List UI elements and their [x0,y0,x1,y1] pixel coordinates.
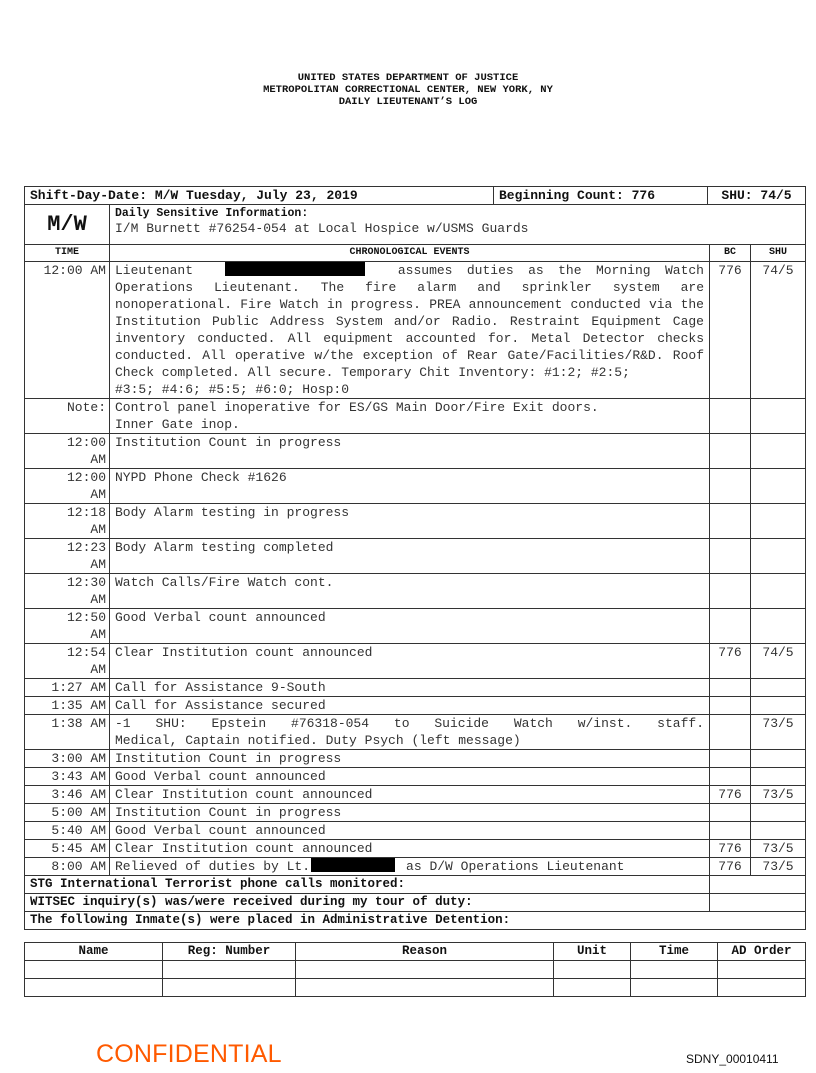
event-time: Note: [25,399,110,434]
event-bc [710,715,751,750]
redaction-box [311,858,395,872]
event-row [25,434,806,469]
ad-intro-row [25,912,806,930]
event-shu: 73/5 [751,715,806,750]
event-bc [710,768,751,786]
ad-cell [554,961,631,979]
event-text: Good Verbal count announced [110,768,710,786]
event-text: Institution Count in progress [110,804,710,822]
ad-cell [718,979,806,997]
event-row [25,262,806,399]
ad-row [25,961,806,979]
event-text: Call for Assistance 9-South [110,679,710,697]
event-shu [751,609,806,644]
event-row [25,768,806,786]
witsec-label: WITSEC inquiry(s) was/were received during my tour of duty: [25,894,710,912]
event-shu: 74/5 [751,644,806,679]
ad-col-ad-order: AD Order [718,943,806,961]
ad-header-row [25,943,806,961]
event-shu [751,822,806,840]
col-events: CHRONOLOGICAL EVENTS [110,245,710,262]
event-text [110,858,710,876]
event-text: Good Verbal count announced [110,609,710,644]
event-text-body [115,262,704,381]
ad-cell [296,961,554,979]
event-row [25,609,806,644]
event-shu [751,469,806,504]
ad-cell [631,961,718,979]
col-bc: BC [710,245,751,262]
event-time: 3:43 AM [25,768,110,786]
event-time-line1: 12:00 [66,435,106,450]
beginning-count: Beginning Count: 776 [494,187,708,205]
bates-number: SDNY_00010411 [686,1052,779,1066]
event-row [25,858,806,876]
event-bc [710,574,751,609]
summary-row [25,187,806,205]
ad-cell [296,979,554,997]
log-title: DAILY LIEUTENANT’S LOG [338,96,478,108]
event-time [25,434,110,469]
event-time-line2: AM [90,557,106,572]
ad-col-unit: Unit [554,943,631,961]
dsi-label: Daily Sensitive Information: [115,207,309,220]
event-bc [710,822,751,840]
event-text-start: Relieved of duties by Lt. [115,859,311,874]
event-text: Clear Institution count announced [110,840,710,858]
event-row [25,469,806,504]
event-bc: 776 [710,262,751,399]
dsi-row [25,205,806,245]
event-time-line1: 12:18 [66,505,106,520]
event-text-rest: as D/W Operations Lieutenant [406,859,625,874]
event-text: Body Alarm testing completed [110,539,710,574]
ad-cell [163,979,296,997]
shu-count: SHU: 74/5 [708,187,806,205]
event-bc: 776 [710,644,751,679]
event-bc: 776 [710,840,751,858]
event-time: 12:00 AM [25,262,110,399]
ad-cell [631,979,718,997]
redaction-box [225,262,365,276]
event-row [25,399,806,434]
event-shu [751,750,806,768]
event-time-line2: AM [90,592,106,607]
event-text: Institution Count in progress [110,434,710,469]
event-shu: 73/5 [751,786,806,804]
summary-table [24,186,806,245]
agency-title: UNITED STATES DEPARTMENT OF JUSTICE [297,72,519,84]
event-time-line2: AM [90,522,106,537]
event-row [25,840,806,858]
event-bc [710,504,751,539]
stg-label: STG International Terrorist phone calls monitored: [25,876,710,894]
event-time: 5:00 AM [25,804,110,822]
event-time-line1: 12:54 [66,645,106,660]
event-row [25,822,806,840]
event-text: Call for Assistance secured [110,697,710,715]
event-time-line1: 12:50 [66,610,106,625]
event-text-line2: Medical, Captain notified. Duty Psych (left message) [115,733,521,748]
event-time: 5:40 AM [25,822,110,840]
event-row [25,504,806,539]
event-time: 3:46 AM [25,786,110,804]
ad-cell [718,961,806,979]
witsec-row [25,894,806,912]
event-shu [751,679,806,697]
ad-col-reason: Reason [296,943,554,961]
event-bc [710,434,751,469]
ad-col-name: Name [25,943,163,961]
event-row [25,697,806,715]
event-row [25,679,806,697]
dsi-text: I/M Burnett #76254-054 at Local Hospice w/USMS Guards [115,221,529,236]
event-bc [710,750,751,768]
event-text-line1: -1 SHU: Epstein #76318-054 to Suicide Watch w/inst. staff. [115,716,704,731]
event-time: 1:27 AM [25,679,110,697]
event-text [110,715,710,750]
event-time [25,609,110,644]
event-time-line1: 12:23 [66,540,106,555]
event-text: Body Alarm testing in progress [110,504,710,539]
event-text: Institution Count in progress [110,750,710,768]
event-row [25,539,806,574]
col-time: TIME [25,245,110,262]
ad-cell [25,961,163,979]
event-time [25,504,110,539]
ad-intro-label: The following Inmate(s) were placed in Administrative Detention: [25,912,806,930]
facility-title: METROPOLITAN CORRECTIONAL CENTER, NEW YORK, NY [263,84,553,96]
event-time: 3:00 AM [25,750,110,768]
event-text-rest: assumes duties as the Morning Watch Operations Lieutenant. The fire alarm and sprinkler system are nonoperational. Fire Watch in progress. PREA announcement conducted via the Institution Public Address System and/or Radio. Restraint Equipment Cage inventory conducted. All equipment accounted for. Metal Detector checks conducted. All operative w/the exception of Rear Gate/Facilities/R&D. Roof Check completed. All secure. Temporary Chit Inventory: #1:2; #2:5; [115,263,704,380]
ad-row [25,979,806,997]
event-time [25,539,110,574]
event-time [25,574,110,609]
event-time-line2: AM [90,452,106,467]
event-text-line1: Control panel inoperative for ES/GS Main Door/Fire Exit doors. [115,400,599,415]
shift-code: M/W [25,205,110,245]
event-shu [751,399,806,434]
event-text: Clear Institution count announced [110,786,710,804]
event-text-last-line: #3:5; #4:6; #5:5; #6:0; Hosp:0 [115,382,350,397]
column-header-row [25,245,806,262]
event-bc [710,679,751,697]
event-shu [751,504,806,539]
event-time-line1: 12:30 [66,575,106,590]
event-time: 8:00 AM [25,858,110,876]
event-text: NYPD Phone Check #1626 [110,469,710,504]
event-text-start: Lieutenant [115,263,194,278]
event-time-line2: AM [90,662,106,677]
event-bc [710,469,751,504]
stg-row [25,876,806,894]
shift-day-date: Shift-Day-Date: M/W Tuesday, July 23, 2019 [25,187,494,205]
events-table [24,244,806,930]
event-time [25,469,110,504]
witsec-value [710,894,806,912]
ad-cell [25,979,163,997]
event-text-line2: Inner Gate inop. [115,417,240,432]
event-bc [710,697,751,715]
event-shu: 73/5 [751,840,806,858]
event-time: 5:45 AM [25,840,110,858]
event-shu: 74/5 [751,262,806,399]
event-text: Good Verbal count announced [110,822,710,840]
confidential-stamp: CONFIDENTIAL [96,1040,282,1068]
event-bc [710,539,751,574]
document-header [0,72,816,108]
event-text: Watch Calls/Fire Watch cont. [110,574,710,609]
event-row [25,786,806,804]
event-text [110,262,710,399]
event-time: 1:38 AM [25,715,110,750]
ad-cell [163,961,296,979]
event-time-line2: AM [90,627,106,642]
ad-table [24,942,806,997]
event-row [25,715,806,750]
event-time-line2: AM [90,487,106,502]
event-bc [710,804,751,822]
event-time: 1:35 AM [25,697,110,715]
event-bc: 776 [710,786,751,804]
ad-col-time: Time [631,943,718,961]
event-shu [751,697,806,715]
event-row [25,644,806,679]
event-bc [710,399,751,434]
event-shu: 73/5 [751,858,806,876]
event-time [25,644,110,679]
event-shu [751,574,806,609]
event-shu [751,768,806,786]
event-row [25,574,806,609]
event-shu [751,539,806,574]
col-shu: SHU [751,245,806,262]
event-row [25,804,806,822]
event-text [110,399,710,434]
ad-col-reg-number: Reg: Number [163,943,296,961]
event-time-line1: 12:00 [66,470,106,485]
event-bc [710,609,751,644]
stg-value [710,876,806,894]
event-shu [751,804,806,822]
event-text: Clear Institution count announced [110,644,710,679]
event-shu [751,434,806,469]
event-row [25,750,806,768]
event-bc: 776 [710,858,751,876]
ad-cell [554,979,631,997]
